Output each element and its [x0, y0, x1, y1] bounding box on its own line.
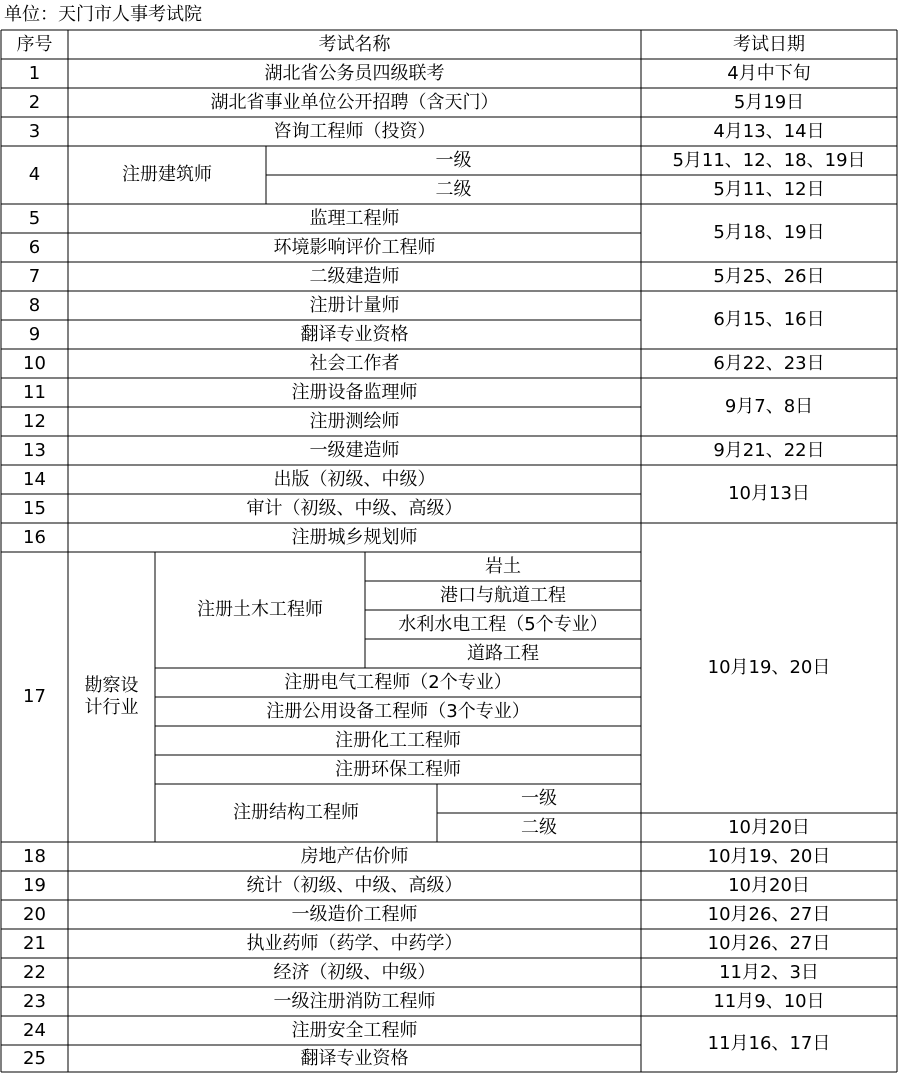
- category-label: 勘察设 计行业: [84, 675, 139, 718]
- row-seq: 6: [28, 236, 41, 258]
- row-seq: 13: [23, 439, 46, 461]
- row-exam-name: 审计（初级、中级、高级）: [246, 497, 463, 519]
- row-exam-name: 注册测绘师: [309, 410, 400, 432]
- chemical-engineer: 注册化工工程师: [335, 729, 461, 751]
- row-exam-name: 湖北省公务员四级联考: [264, 62, 445, 84]
- row-seq: 17: [23, 686, 46, 707]
- row-seq: 10: [23, 352, 46, 374]
- row-seq: 15: [23, 497, 46, 519]
- row-seq: 14: [23, 468, 46, 490]
- row-exam-name: 执业药师（药学、中药学）: [246, 932, 463, 954]
- row-seq: 20: [23, 903, 46, 925]
- row-exam-name: 翻译专业资格: [300, 1047, 409, 1069]
- row-seq: 11: [23, 381, 46, 403]
- row-seq: 24: [23, 1019, 46, 1041]
- row-seq: 22: [23, 961, 46, 983]
- row-exam-name: 出版（初级、中级）: [273, 468, 436, 490]
- row-exam-date: 5月25、26日: [713, 265, 825, 287]
- electrical-engineer: 注册电气工程师（2个专业）: [284, 671, 512, 693]
- row-seq: 8: [28, 294, 41, 316]
- row-seq: 7: [28, 265, 41, 287]
- row-exam-name: 注册安全工程师: [291, 1019, 418, 1041]
- row-exam-name: 经济（初级、中级）: [273, 961, 436, 983]
- row-exam-name: 社会工作者: [309, 352, 400, 374]
- row-exam-name: 二级建造师: [309, 265, 400, 287]
- row-exam-date: 5月11、12日: [713, 178, 825, 200]
- header-exam-name: 考试名称: [318, 33, 391, 55]
- row-exam-name: 房地产估价师: [300, 845, 409, 867]
- row-exam-date: 10月26、27日: [707, 932, 831, 954]
- row-seq: 21: [23, 932, 46, 954]
- row-exam-name: 注册城乡规划师: [291, 526, 418, 548]
- unit-title: 单位：天门市人事考试院: [4, 4, 202, 25]
- row-seq: 1: [28, 62, 41, 84]
- row-exam-date: 9月21、22日: [713, 439, 825, 461]
- exam-level: 一级: [435, 149, 472, 171]
- exam-level: 二级: [521, 816, 557, 838]
- row-exam-date: 11月9、10日: [713, 990, 825, 1012]
- row-exam-date: 10月13日: [728, 483, 810, 504]
- row-exam-name: 翻译专业资格: [300, 323, 409, 345]
- row-exam-date: 11月2、3日: [719, 961, 819, 983]
- row-exam-name: 一级建造师: [309, 439, 400, 461]
- row-exam-date: 10月19、20日: [707, 845, 831, 867]
- utility-engineer: 注册公用设备工程师（3个专业）: [266, 700, 530, 722]
- specialty-item: 港口与航道工程: [440, 584, 566, 606]
- row-exam-name: 环境影响评价工程师: [273, 236, 436, 258]
- specialty-item: 岩土: [485, 555, 521, 577]
- specialty-item: 水利水电工程（5个专业）: [398, 613, 608, 635]
- civil-engineer-name: 注册土木工程师: [197, 599, 323, 620]
- row-seq: 16: [23, 526, 46, 548]
- structural-engineer-name: 注册结构工程师: [233, 802, 359, 823]
- row-exam-name: 监理工程师: [309, 207, 400, 229]
- row-exam-date: 6月15、16日: [713, 309, 825, 330]
- row-exam-date: 9月7、8日: [724, 396, 814, 417]
- row-exam-date: 10月20日: [728, 816, 810, 838]
- row-exam-date: 5月11、12、18、19日: [672, 149, 866, 171]
- row-exam-name: 注册计量师: [309, 294, 400, 316]
- row-exam-date: 10月26、27日: [707, 903, 831, 925]
- row-exam-name: 一级注册消防工程师: [273, 990, 436, 1012]
- row-seq: 3: [28, 120, 41, 142]
- header-seq: 序号: [16, 33, 53, 55]
- row-seq: 12: [23, 410, 46, 432]
- row-exam-name: 统计（初级、中级、高级）: [246, 874, 463, 896]
- row-exam-date: 4月中下旬: [727, 62, 811, 84]
- exam-level: 二级: [435, 178, 472, 200]
- row-seq: 25: [23, 1047, 46, 1069]
- header-exam-date: 考试日期: [733, 33, 805, 55]
- row-seq: 18: [23, 845, 46, 867]
- row-exam-name: 注册设备监理师: [291, 381, 418, 403]
- row-seq: 19: [23, 874, 46, 896]
- row-seq: 9: [28, 323, 41, 345]
- environmental-engineer: 注册环保工程师: [335, 758, 461, 780]
- row-exam-name: 注册建筑师: [122, 164, 212, 185]
- row-exam-name: 咨询工程师（投资）: [273, 120, 436, 142]
- row-exam-date: 10月20日: [728, 874, 810, 896]
- row-seq: 2: [28, 91, 41, 113]
- row-seq: 5: [28, 207, 41, 229]
- row-exam-date: 5月19日: [733, 91, 805, 113]
- row-exam-date: 10月19、20日: [707, 657, 831, 678]
- row-seq: 4: [28, 164, 41, 185]
- specialty-item: 道路工程: [467, 642, 539, 664]
- row-exam-date: 5月18、19日: [713, 222, 825, 243]
- row-seq: 23: [23, 990, 46, 1012]
- row-exam-date: 4月13、14日: [713, 120, 825, 142]
- row-exam-name: 一级造价工程师: [291, 903, 418, 925]
- row-exam-date: 11月16、17日: [707, 1033, 831, 1054]
- exam-level: 一级: [521, 787, 557, 809]
- row-exam-date: 6月22、23日: [713, 352, 825, 374]
- row-exam-name: 湖北省事业单位公开招聘（含天门）: [210, 91, 499, 113]
